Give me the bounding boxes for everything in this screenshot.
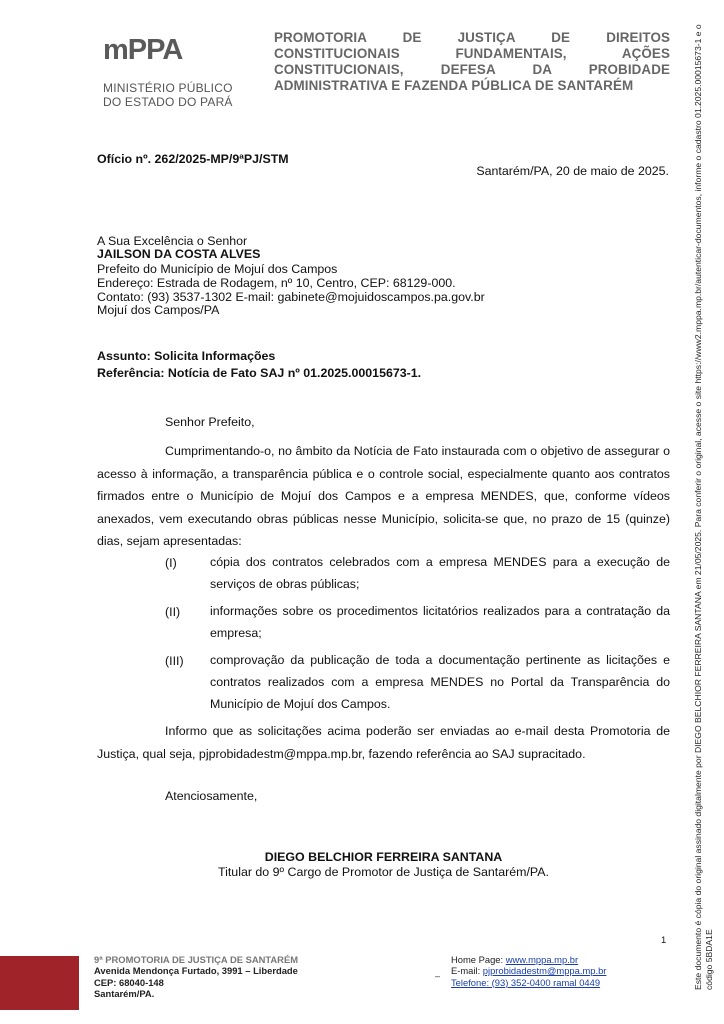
signer-name: DIEGO BELCHIOR FERREIRA SANTANA bbox=[264, 850, 503, 864]
footer-accent-bar bbox=[0, 956, 79, 1010]
footer-phone[interactable]: Telefone: (93) 352-0400 ramal 0449 bbox=[451, 976, 601, 988]
footer-address bbox=[94, 954, 298, 999]
body-intro: Cumprimentando-o, no âmbito da Notícia de Fato instaurada com o objetivo de assegurar o acesso à informação, a transparência pública e o controle social, especialmente quanto aos contratos firmados entre o Município de Mojuí dos Campos e a empresa MENDES, que, conforme vídeos anexados, vem executando obras públicas nesse Município, solicita-se que, no prazo de 15 (quinze) dias, sejam apresentadas: bbox=[97, 444, 670, 548]
homepage-link[interactable]: www.mppa.mp.br bbox=[505, 954, 579, 965]
recipient-contact: Contato: (93) 3537-1302 E-mail: gabinete@mojuidoscampos.pa.gov.br bbox=[97, 290, 485, 304]
place-date: Santarém/PA, 20 de maio de 2025. bbox=[476, 164, 669, 178]
footer-separator: – bbox=[435, 971, 441, 981]
footer-email bbox=[451, 965, 606, 976]
item-number: (III) bbox=[165, 654, 184, 668]
subject: Assunto: Solicita Informações bbox=[97, 349, 276, 363]
logo-wordmark: mPPA bbox=[103, 34, 183, 66]
logo-line-1: MINISTÉRIO PÚBLICO bbox=[103, 81, 233, 95]
item-text: informações sobre os procedimentos licitatórios realizados para a contratação da empresa; bbox=[210, 604, 670, 640]
mppa-logo bbox=[103, 34, 233, 110]
footer-street: Avenida Mendonça Furtado, 3991 – Liberdade bbox=[94, 965, 298, 977]
recipient-role: Prefeito do Município de Mojuí dos Campos bbox=[97, 262, 338, 276]
footer-cep: CEP: 68040-148 bbox=[94, 976, 164, 988]
item-number: (I) bbox=[165, 556, 177, 570]
digital-signature-note: Este documento é cópia do original assinado digitalmente por DIEGO BELCHIOR FERREIRA SANTANA em 21/05/2025. Para conferir o original, acesse o site https://www2.mppa.mp.br/autenticar-documentos, informe o cadastro 01.2025.00015673-1 e o código 5BDA1E bbox=[693, 24, 714, 990]
logo-line-2: DO ESTADO DO PARÁ bbox=[103, 95, 233, 109]
recipient-address: Endereço: Estrada de Rodagem, nº 10, Centro, CEP: 68129-000. bbox=[97, 276, 456, 290]
reference: Referência: Notícia de Fato SAJ nº 01.2025.00015673-1. bbox=[97, 366, 422, 380]
recipient-name: JAILSON DA COSTA ALVES bbox=[97, 247, 261, 261]
sign-off: Atenciosamente, bbox=[165, 789, 258, 803]
footer-org: 9ª PROMOTORIA DE JUSTIÇA DE SANTARÉM bbox=[94, 954, 299, 965]
recipient-salutation: A Sua Excelência o Senhor bbox=[97, 234, 248, 248]
footer-homepage bbox=[451, 954, 606, 965]
item-number: (II) bbox=[165, 605, 181, 619]
body-closing: Informo que as solicitações acima poderão ser enviadas ao e-mail desta Promotoria de Justiça, qual seja, pjprobidadestm@mppa.mp.br, fazendo referência ao SAJ supracitado. bbox=[97, 724, 670, 761]
oficio-number: Ofício nº. 262/2025-MP/9ªPJ/STM bbox=[97, 152, 289, 166]
homepage-label: Home Page: bbox=[451, 954, 506, 965]
email-link[interactable]: pjprobidadestm@mppa.mp.br bbox=[482, 965, 607, 977]
recipient-city: Mojuí dos Campos/PA bbox=[97, 303, 220, 317]
signer-title: Titular do 9º Cargo de Promotor de Justiça de Santarém/PA. bbox=[218, 865, 549, 879]
item-text: comprovação da publicação de toda a documentação pertinente as licitações e contratos realizados com a empresa MENDES no Portal da Transparência do Município de Mojuí dos Campos. bbox=[210, 653, 670, 711]
email-label: E-mail: bbox=[451, 965, 483, 977]
page-number: 1 bbox=[661, 934, 667, 945]
item-text: cópia dos contratos celebrados com a empresa MENDES para a execução de serviços de obras públicas; bbox=[210, 555, 670, 591]
greeting: Senhor Prefeito, bbox=[165, 415, 255, 429]
footer-city: Santarém/PA. bbox=[94, 987, 155, 999]
promotoria-title: PROMOTORIA DE JUSTIÇA DE DIREITOS CONSTITUCIONAIS FUNDAMENTAIS, AÇÕES CONSTITUCIONAIS, DEFESA DA PROBIDADE ADMINISTRATIVA E FAZENDA PÚBLICA DE SANTARÉM bbox=[274, 30, 670, 93]
footer-contacts bbox=[451, 954, 606, 988]
